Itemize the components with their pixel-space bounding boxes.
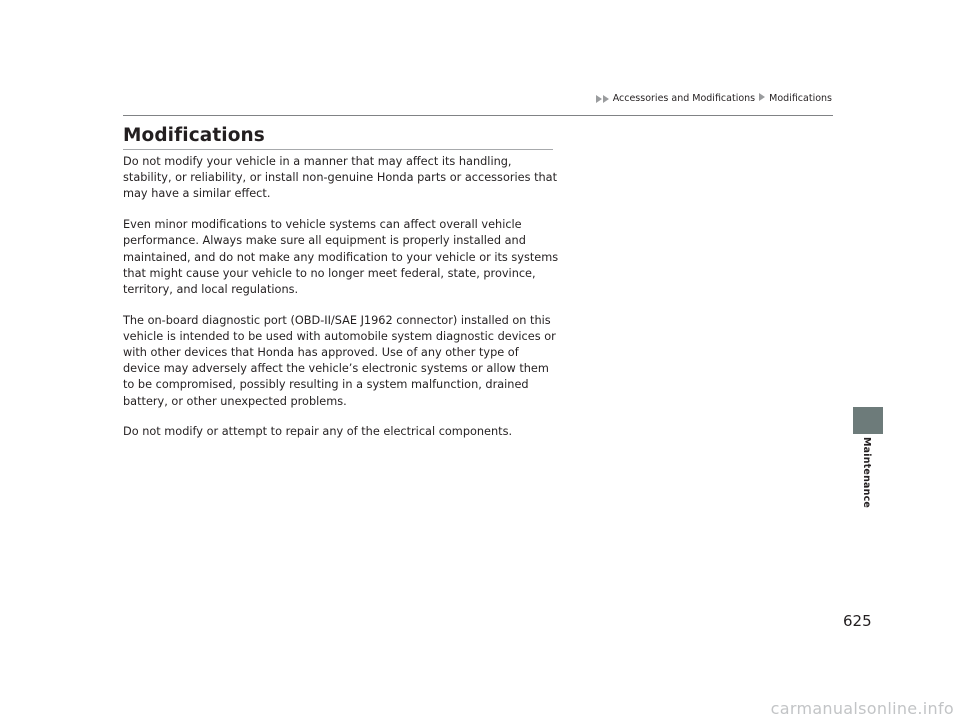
page-number: 625 <box>843 612 872 630</box>
breadcrumb <box>596 93 832 104</box>
section-tab-label: Maintenance <box>861 437 872 509</box>
breadcrumb-item-section[interactable]: Accessories and Modifications <box>612 93 756 104</box>
paragraph: Do not modify or attempt to repair any of the electrical components. <box>123 425 513 439</box>
breadcrumb-item-current: Modifications <box>769 93 832 104</box>
body-content <box>123 154 559 455</box>
header-divider <box>123 115 833 116</box>
paragraph: Do not modify your vehicle in a manner that may affect its handling, stability, or reliability, or install non-genuine Honda parts or accessories that may have a similar effect. <box>123 155 558 201</box>
breadcrumb-arrow-icon <box>596 95 610 103</box>
breadcrumb-separator-icon <box>759 93 766 104</box>
title-divider <box>123 149 553 150</box>
paragraph: The on-board diagnostic port (OBD-II/SAE J1962 connector) installed on this vehicle is intended to be used with automobile system diagnostic devices or with other devices that Honda has approved. Use of any other type of device may adversely affect the vehicle’s electronic systems or allow them to be compromised, possibly resulting in a system malfunction, drained battery, or other unexpected problems. <box>123 313 556 408</box>
watermark: carmanualsonline.info <box>770 699 954 718</box>
section-tab-marker[interactable] <box>853 407 883 434</box>
page-title: Modifications <box>123 125 265 146</box>
paragraph: Even minor modifications to vehicle systems can affect overall vehicle performance. Always make sure all equipment is properly installed and maintained, and do not make any modification to your vehicle or its systems that might cause your vehicle to no longer meet federal, state, province, territory, and local regulations. <box>123 218 559 296</box>
